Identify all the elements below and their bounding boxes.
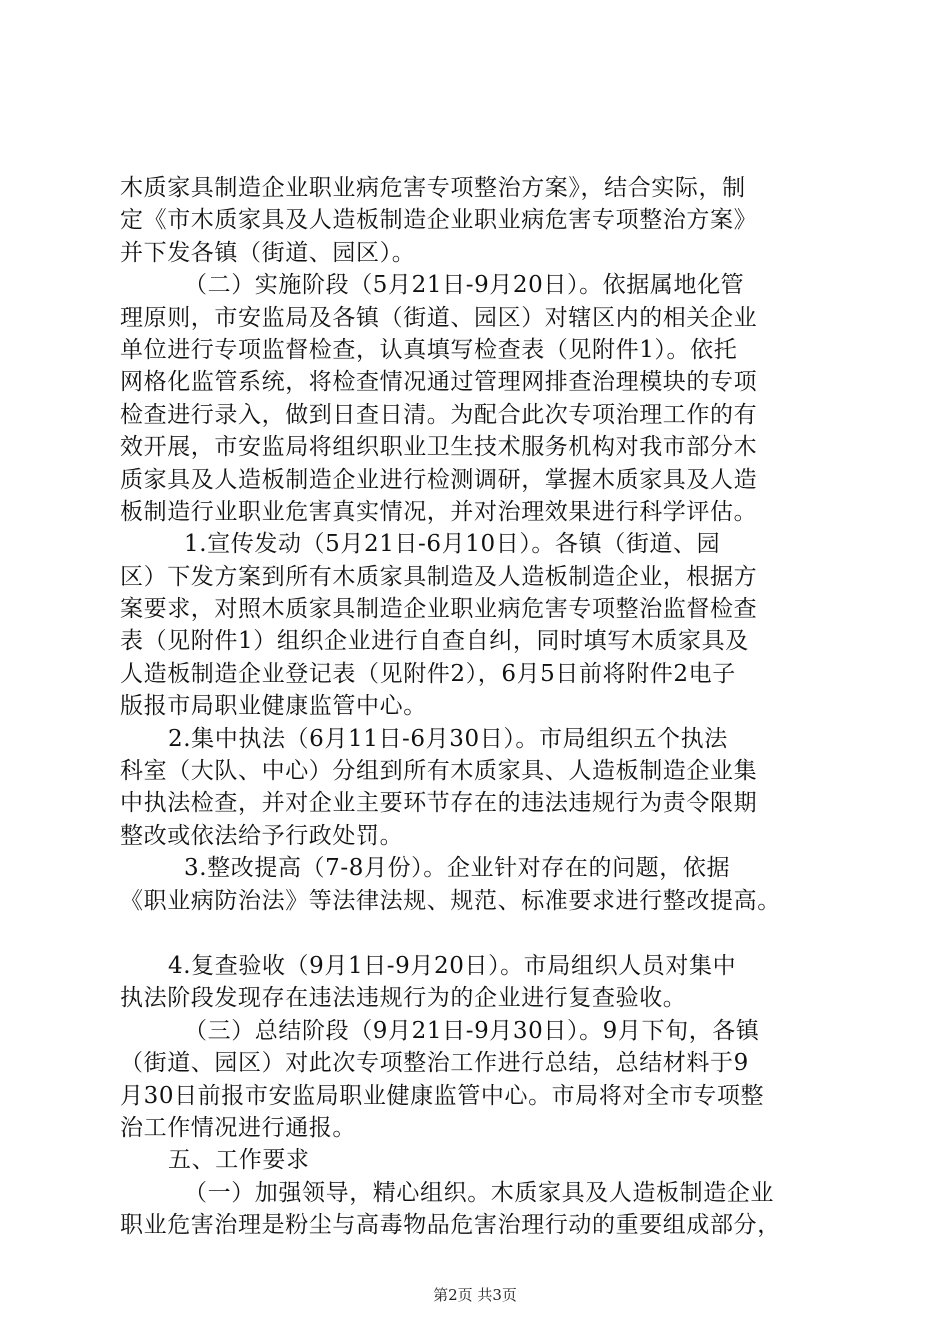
text-line: 网格化监管系统，将检查情况通过管理网排查治理模块的专项	[120, 369, 758, 396]
text-line: 人造板制造企业登记表（见附件2），6月5日前将附件2电子	[120, 660, 736, 687]
text-line: 案要求，对照木质家具制造企业职业病危害专项整治监督检查	[120, 596, 758, 623]
text-line: （街道、园区）对此次专项整治工作进行总结，总结材料于9	[120, 1050, 749, 1077]
text-line: 区）下发方案到所有木质家具制造及人造板制造企业，根据方	[120, 563, 758, 590]
list-item-publicity: 1.宣传发动（5月21日-6月10日）。各镇（街道、园	[184, 531, 721, 558]
section-heading-summary: （三）总结阶段（9月21日-9月30日）。9月下旬，各镇	[184, 1017, 760, 1044]
text-line: 《职业病防治法》等法律法规、规范、标准要求进行整改提高。	[120, 887, 781, 914]
list-item-rectification: 3.整改提高（7-8月份）。企业针对存在的问题，依据	[184, 855, 731, 882]
list-item-review: 4.复查验收（9月1日-9月20日）。市局组织人员对集中	[168, 952, 737, 979]
section-heading-leadership: （一）加强领导，精心组织。木质家具及人造板制造企业	[184, 1179, 774, 1206]
section-heading-implementation: （二）实施阶段（5月21日-9月20日）。依据属地化管	[184, 272, 745, 299]
document-body	[120, 172, 840, 1242]
text-line: 整改或依法给予行政处罚。	[120, 822, 404, 849]
list-item-enforcement: 2.集中执法（6月11日-6月30日）。市局组织五个执法	[168, 725, 728, 752]
text-line: 职业危害治理是粉尘与高毒物品危害治理行动的重要组成部分，	[120, 1212, 781, 1239]
text-line: 执法阶段发现存在违法违规行为的企业进行复查验收。	[120, 985, 687, 1012]
section-heading-requirements: 五、工作要求	[168, 1147, 310, 1174]
text-line: 月30日前报市安监局职业健康监管中心。市局将对全市专项整	[120, 1082, 765, 1109]
text-line: 并下发各镇（街道、园区）。	[120, 239, 416, 266]
page-number: 第2页 共3页	[433, 1286, 517, 1304]
text-line: 检查进行录入，做到日查日清。为配合此次专项治理工作的有	[120, 401, 758, 428]
text-line: 板制造行业职业危害真实情况，并对治理效果进行科学评估。	[120, 498, 758, 525]
text-line: 效开展，市安监局将组织职业卫生技术服务机构对我市部分木	[120, 434, 758, 461]
text-line: 科室（大队、中心）分组到所有木质家具、人造板制造企业集	[120, 758, 758, 785]
text-line: 中执法检查，并对企业主要环节存在的违法违规行为责令限期	[120, 790, 758, 817]
text-line: 定《市木质家具及人造板制造企业职业病危害专项整治方案》	[120, 207, 758, 234]
text-line: 版报市局职业健康监管中心。	[120, 693, 427, 720]
text-line: 木质家具制造企业职业病危害专项整治方案》，结合实际，制	[120, 175, 746, 201]
text-line: 表（见附件1）组织企业进行自查自纠，同时填写木质家具及	[120, 628, 749, 655]
paragraph-gap	[120, 917, 840, 950]
text-line: 治工作情况进行通报。	[120, 1114, 356, 1141]
text-line: 单位进行专项监督检查，认真填写检查表（见附件1）。依托	[120, 336, 738, 363]
text-line: 理原则，市安监局及各镇（街道、园区）对辖区内的相关企业	[120, 304, 758, 331]
text-line: 质家具及人造板制造企业进行检测调研，掌握木质家具及人造	[120, 466, 758, 493]
